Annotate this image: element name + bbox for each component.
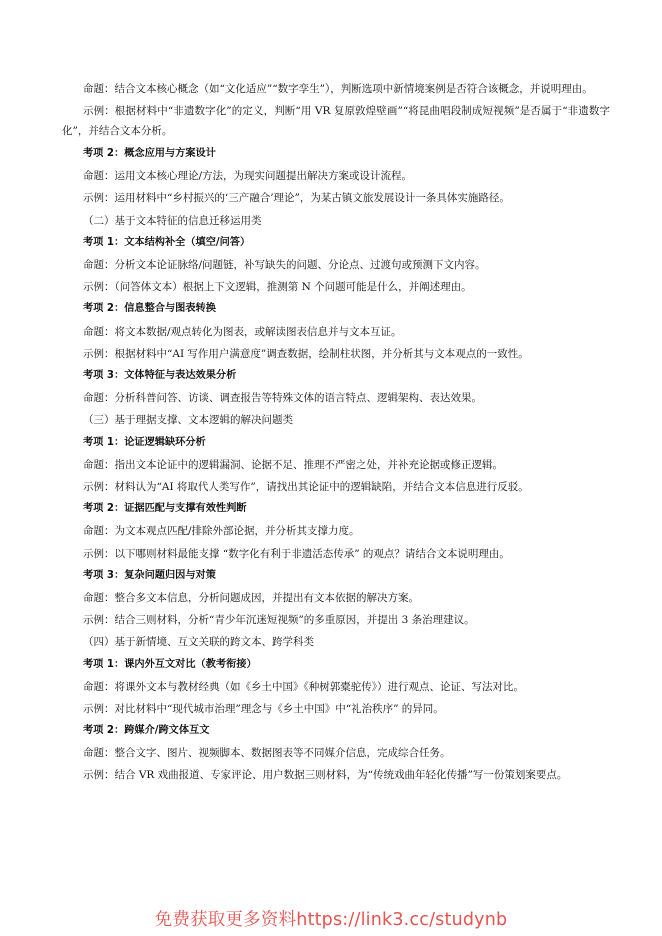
paragraph: 命题：分析文本论证脉络/问题链，补写缺失的问题、分论点、过渡句或预测下文内容。 — [83, 259, 486, 272]
paragraph: 示例：根据材料中“AI 写作用户满意度”调查数据，绘制柱状图，并分析其与文本观点的一致性。 — [83, 347, 529, 360]
paragraph: 命题：整合多文本信息，分析问题成因，并提出有文本依据的解决方案。 — [83, 592, 419, 605]
paragraph: 示例：对比材料中“现代城市治理”理念与《乡土中国》中“礼治秩序” 的异同。 — [83, 703, 444, 716]
paragraph: 示例：材料认为“AI 将取代人类写作”，请找出其论证中的逻辑缺陷，并结合文本信息进行反驳。 — [83, 481, 529, 494]
section-heading: 考项 1：论证逻辑缺环分析 — [83, 436, 206, 448]
paragraph: 命题：整合文字、图片、视频脚本、数据图表等不同媒介信息，完成综合任务。 — [83, 747, 451, 760]
paragraph: 示例：运用材料中“乡村振兴的‘三产融合’理论”，为某古镇文旅发展设计一条具体实施路径。 — [83, 192, 510, 205]
section-heading: 考项 2：概念应用与方案设计 — [83, 148, 216, 159]
footer-watermark: 免费获取更多资料https://link3.cc/studynb — [154, 910, 508, 930]
document-body — [62, 79, 610, 787]
section-heading: 考项 3：复杂问题归因与对策 — [83, 569, 216, 581]
section-heading: 考项 3：文体特征与表达效果分析 — [83, 370, 237, 382]
paragraph: 命题：分析科普问答、访谈、调查报告等特殊文体的语言特点、逻辑架构、表达效果。 — [83, 392, 482, 405]
paragraph: 示例：根据材料中“非遗数字化”的定义，判断“用 VR 复原敦煌壁画”“将昆曲唱段制成短视频”是否属于“非遗数字化”，并结合文本分析。 — [62, 105, 610, 137]
paragraph: 示例：结合 VR 戏曲报道、专家评论、用户数据三则材料，为“传统戏曲年轻化传播”写一份策划案要点。 — [83, 768, 568, 781]
paragraph: 命题：将文本数据/观点转化为图表，或解读图表信息并与文本互证。 — [83, 325, 402, 338]
section-heading: 考项 1：文本结构补全（填空/问答） — [83, 236, 251, 248]
paragraph: 示例：（问答体文本）根据上下文逻辑，推测第 N 个问题可能是什么，并阐述理由。 — [83, 281, 472, 294]
paragraph: 命题：将课外文本与教材经典（如《乡土中国》《种树郭橐驼传》）进行观点、论证、写法对比。 — [83, 680, 524, 693]
paragraph: 示例：结合三则材料，分析“青少年沉迷短视频”的多重原因，并提出 3 条治理建议。 — [83, 614, 475, 627]
category-heading: （四）基于新情境、互文关联的跨文本、跨学科类 — [83, 636, 314, 649]
category-heading: （二）基于文本特征的信息迁移运用类 — [83, 214, 262, 227]
paragraph: 命题：运用文本核心理论/方法，为现实问题提出解决方案或设计流程。 — [83, 170, 413, 183]
section-heading: 考项 2：跨媒介/跨文体互文 — [83, 725, 210, 737]
category-heading: （三）基于理据支撑、文本逻辑的解决问题类 — [83, 414, 293, 427]
paragraph: 命题：为文本观点匹配/排除外部论据，并分析其支撑力度。 — [83, 525, 360, 538]
section-heading: 考项 2：证据匹配与支撑有效性判断 — [83, 503, 247, 515]
paragraph: 命题：结合文本核心概念（如“文化适应”“数字孪生”），判断选项中新情境案例是否符合该概念，并说明理由。 — [83, 83, 593, 95]
paragraph: 示例：以下哪则材料最能支撑 “数字化有利于非遗活态传承” 的观点？请结合文本说明理由。 — [83, 547, 510, 560]
section-heading: 考项 2：信息整合与图表转换 — [83, 303, 216, 315]
section-heading: 考项 1：课内外互文对比（教考衔接） — [83, 658, 257, 670]
paragraph: 命题：指出文本论证中的逻辑漏洞、论据不足、推理不严密之处，并补充论据或修正逻辑。 — [83, 458, 503, 471]
